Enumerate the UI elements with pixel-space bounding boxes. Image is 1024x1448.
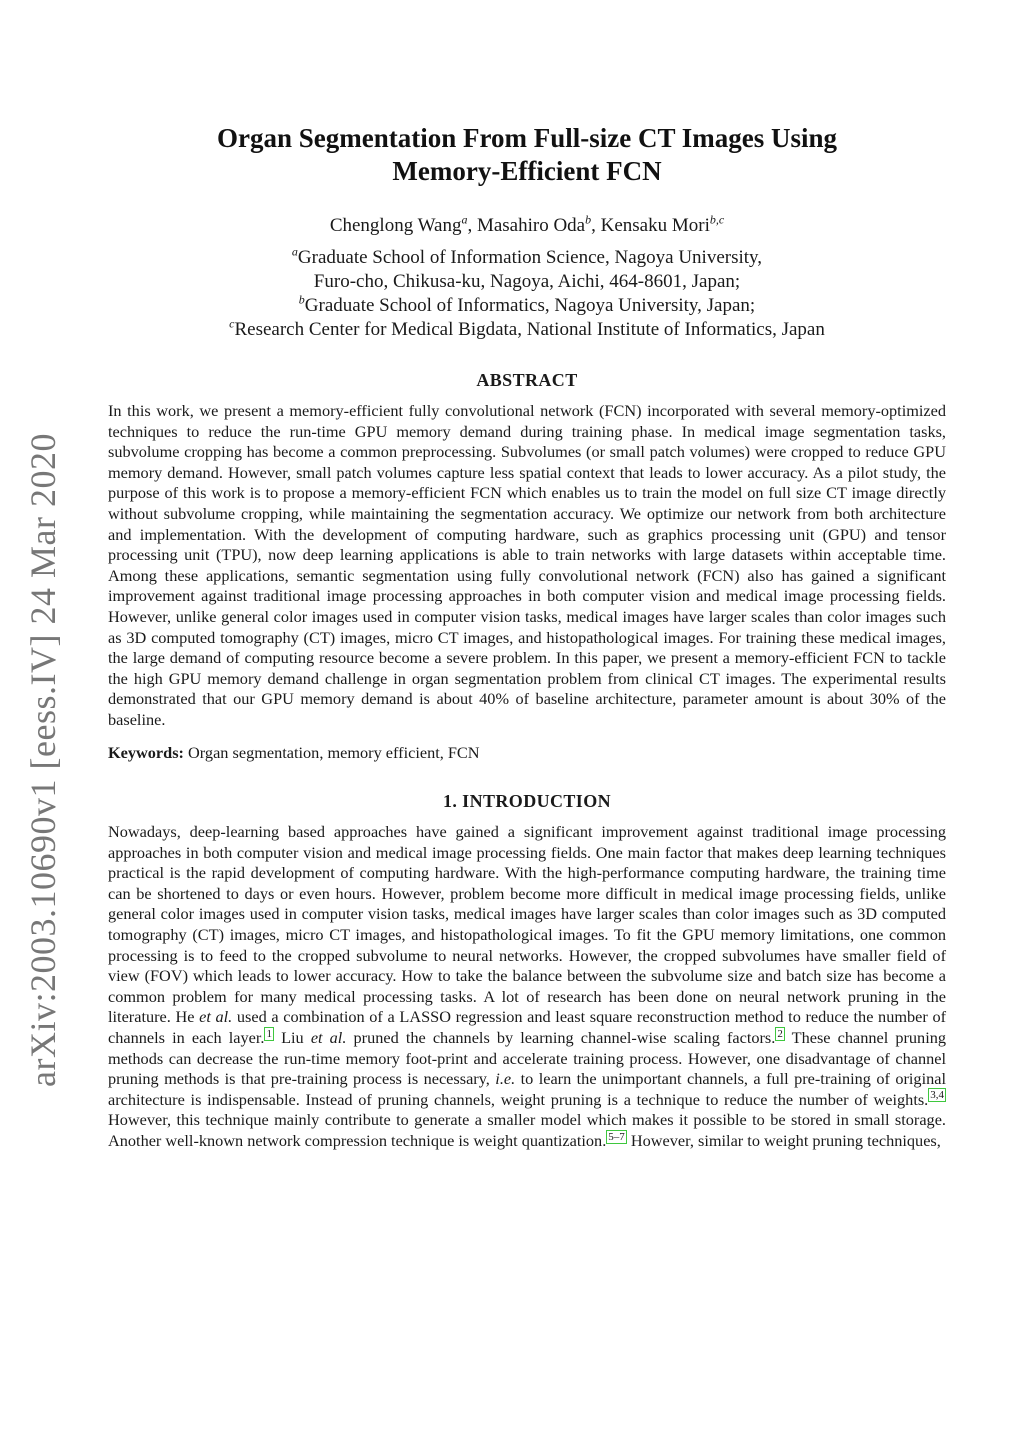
affiliation-line: [108, 246, 946, 270]
abstract-body: In this work, we present a memory-efficient fully convolutional network (FCN) incorporated with several memory-optimized techniques to reduce the run-time GPU memory demand during training phase. In medical image segmentation tasks, subvolume cropping has become a common preprocessing. Subvolumes (or small patch volumes) were cropped to reduce GPU memory demand. However, small patch volumes capture less spatial context that leads to lower accuracy. As a pilot study, the purpose of this work is to propose a memory-efficient FCN which enables us to train the model on full size CT image directly without subvolume cropping, while maintaining the segmentation accuracy. We optimize our network from both architecture and implementation. With the development of computing hardware, such as graphics processing unit (GPU) and tensor processing unit (TPU), now deep learning applications is able to train networks with large datasets within acceptable time. Among these applications, semantic segmentation using fully convolutional network (FCN) also has gained a significant improvement against traditional image processing approaches in both computer vision and medical image processing fields. However, unlike general color images used in computer vision tasks, medical images have larger scales than color images such as 3D computed tomography (CT) images, micro CT images, and histopathological images. For training these medical images, the large demand of computing resource become a severe problem. In this paper, we present a memory-efficient FCN to tackle the high GPU memory demand challenge in organ segmentation problem from clinical CT images. The experimental results demonstrated that our GPU memory demand is about 40% of baseline architecture, parameter amount is about 30% of the baseline.: [108, 401, 946, 729]
paper-page: [108, 122, 946, 1152]
introduction-body: [108, 822, 946, 1152]
intro-emphasis: et al.: [199, 1007, 233, 1027]
author-affil-mark: b,c: [709, 212, 725, 227]
keywords-line: [108, 743, 946, 764]
affiliation-line: [108, 294, 946, 318]
intro-text: These channel pruning methods can decrease the run-time memory foot-print and accelerate training process. However, one disadvantage of channel pruning methods is that pre-training process is necessary,: [108, 1028, 946, 1089]
author-affil-mark: b: [585, 212, 592, 227]
author-list: Chenglong Wang$^a$, Masahiro Oda$^b$, Kensaku Mori$^{b,c}$: [329, 212, 725, 236]
intro-text: to learn the unimportant channels, a full pre-training of original architecture is indispensable. Instead of pruning channels, weight pruning is a technique to reduce the number of weights.: [108, 1069, 946, 1109]
intro-text: Liu: [273, 1028, 311, 1048]
affil-mark: a: [291, 244, 298, 259]
affil-mark: c: [229, 316, 235, 331]
author-name: Kensaku Mori: [600, 215, 710, 236]
intro-emphasis: i.e.: [495, 1069, 516, 1089]
affil-mark: b: [298, 292, 305, 307]
citation-link[interactable]: 3,4: [930, 1089, 944, 1102]
title-line-2: Memory-Efficient FCN: [392, 156, 662, 186]
intro-text: used a combination of a LASSO regression and least square reconstruction method to reduce the number of channels in each layer.: [108, 1007, 947, 1048]
intro-text: pruned the channels by learning channel-wise scaling factors.: [346, 1028, 776, 1048]
affiliation-line: [108, 318, 946, 342]
arxiv-identifier-stamp: [16, 433, 70, 1087]
abstract-heading: ABSTRACT: [476, 370, 578, 390]
intro-text: However, similar to weight pruning techniques,: [626, 1131, 941, 1150]
citation-link[interactable]: 5–7: [608, 1130, 625, 1143]
author-name: Chenglong Wang: [329, 215, 462, 236]
affil-text: Furo-cho, Chikusa-ku, Nagoya, Aichi, 464-8601, Japan;: [313, 271, 741, 292]
paper-title: [108, 122, 946, 188]
intro-emphasis: et al.: [310, 1028, 347, 1048]
affil-text: Research Center for Medical Bigdata, National Institute of Informatics, Japan: [234, 319, 825, 340]
citation-link[interactable]: 2: [777, 1027, 783, 1040]
title-line-1: Organ Segmentation From Full-size CT Images Using: [217, 123, 837, 153]
intro-text: Nowadays, deep-learning based approaches have gained a significant improvement against traditional image processing approaches in both computer vision and medical image processing fields. One main factor that makes deep learning techniques practical is the rapid development of computing hardware. With the high-performance computing hardware, the training time can be shortened to days or even hours. However, problem become more difficult in medical image processing fields, unlike general color images used in computer vision tasks, medical images have larger scales than color images such as 3D computed tomography (CT) images, micro CT images, and histopathological images. To fit the GPU memory limitations, one common processing is to feed to the cropped subvolume to neural networks. However, the cropped subvolumes have smaller field of view (FOV) which leads to lower accuracy. How to take the balance between the subvolume size and batch size has become a common problem for many medical processing tasks. A lot of research has been done on neural network pruning in the literature. He: [108, 822, 946, 1027]
introduction-heading: 1. INTRODUCTION: [442, 791, 612, 812]
affiliations: [108, 246, 946, 342]
keywords-label: Keywords:: [108, 742, 184, 762]
keywords-text: Organ segmentation, memory efficient, FCN: [188, 742, 480, 762]
arxiv-id-text: arXiv:2003.10690v1 [eess.IV] 24 Mar 2020: [23, 433, 63, 1087]
author-name: Masahiro Oda: [476, 215, 586, 236]
intro-text: However, this technique mainly contribute to generate a smaller model which makes it possible to be stored in small storage. Another well-known network compression technique is weight quantization.: [108, 1110, 946, 1150]
affil-text: Graduate School of Information Science, Nagoya University,: [297, 247, 763, 268]
citation-link[interactable]: 1: [266, 1027, 272, 1040]
author-affil-mark: a: [461, 212, 468, 227]
affil-text: Graduate School of Informatics, Nagoya University, Japan;: [304, 295, 756, 316]
affiliation-line: [108, 270, 946, 294]
